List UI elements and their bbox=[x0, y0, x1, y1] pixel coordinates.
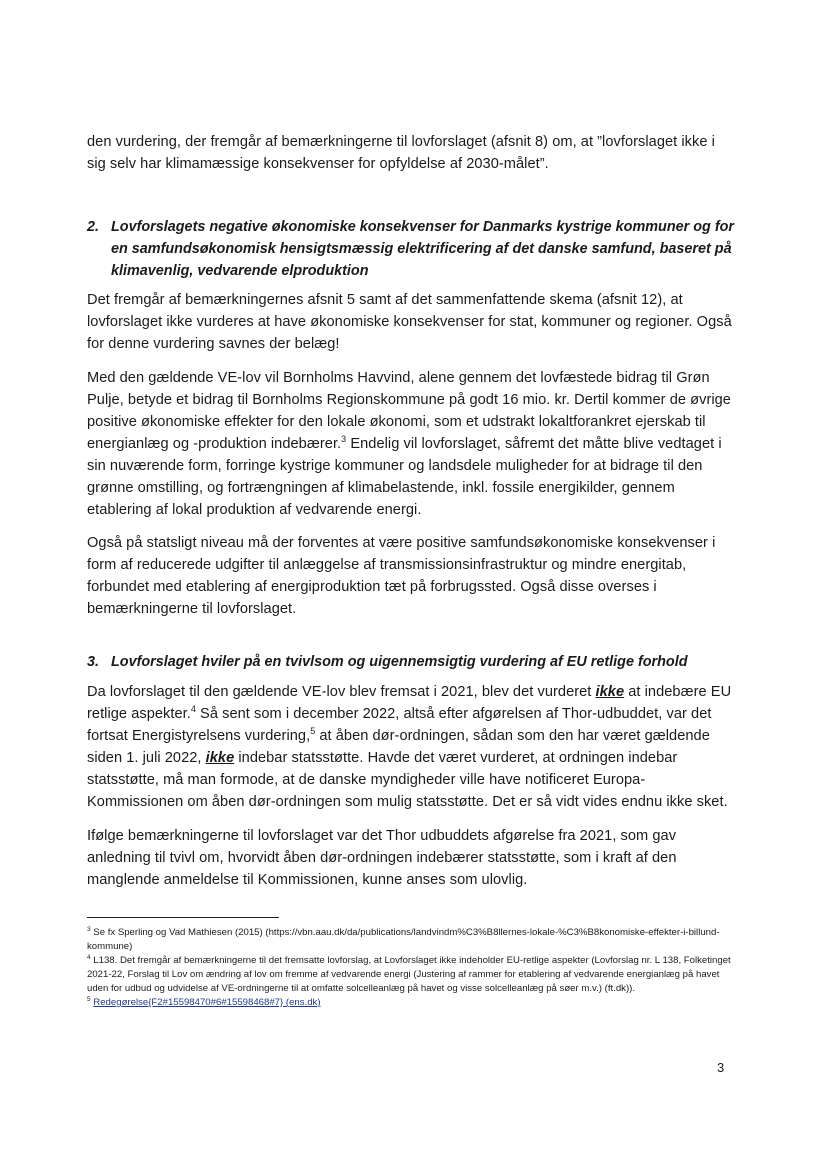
footnote-3 bbox=[87, 926, 735, 954]
section-3-p1-text-b: at indebære EU retlige aspekter. bbox=[87, 684, 732, 722]
section-2-p2-text-a: Med den gældende VE-lov vil Bornholms Havvind, alene gennem det lovfæstede bidrag til Grøn Pulje, betyde et bidrag til Bornholms Regionskommune på godt 16 mio. kr. Dertil kommer de øvrige positive økonomiske effekter for den lokale økonomi, som et udstrakt lokaltforankret ejerskab til energianlæg og -produktion indebærer. bbox=[87, 370, 731, 452]
section-2-heading bbox=[87, 216, 735, 282]
footnote-3-number: 3 bbox=[87, 925, 91, 933]
page-number: 3 bbox=[717, 1060, 725, 1075]
footnote-3-text: Se fx Sperling og Vad Mathiesen (2015) (https://vbn.aau.dk/da/publications/landvindm%C3%B8llernes-lokale-%C3%B8konomiske-effekter-i-billund-kommune) bbox=[87, 927, 720, 952]
emphasis-ikke-2: ikke bbox=[205, 750, 235, 766]
footnote-5-link[interactable]: Redegørelse{F2#15598470#6#15598468#7} (ens.dk) bbox=[93, 997, 321, 1008]
intro-text: den vurdering, der fremgår af bemærkningerne til lovforslaget (afsnit 8) om, at ”lovforslaget ikke i sig selv har klimamæssige konsekvenser for opfyldelse af 2030-målet”. bbox=[87, 134, 715, 172]
section-3-p1-text-c: Så sent som i december 2022, altså efter afgørelsen af Thor-udbuddet, var det fortsat Energistyrelsens vurdering, bbox=[87, 706, 712, 744]
section-2-paragraph-3 bbox=[87, 532, 735, 620]
footnote-4 bbox=[87, 954, 735, 996]
section-3-p2-text: Ifølge bemærkningerne til lovforslaget var det Thor udbuddets afgørelse fra 2021, som gav anledning til tvivl om, hvorvidt åben dør-ordningen indebærer statsstøtte, som i kraft af den manglende anmeldelse til Kommissionen, kunne anses som ulovlig. bbox=[87, 828, 677, 888]
footnote-5-number: 5 bbox=[87, 995, 91, 1003]
section-2-number: 2. bbox=[87, 219, 100, 235]
section-3-p1-text-d: at åben dør-ordningen, sådan som den har været gældende siden 1. juli 2022, bbox=[87, 728, 710, 766]
section-3-number: 3. bbox=[87, 654, 100, 670]
footnotes bbox=[87, 926, 735, 1010]
footnote-4-text: L138. Det fremgår af bemærkningerne til det fremsatte lovforslag, at Lovforslaget ikke indeholder EU-retlige aspekter (Lovforslag nr. L 138, Folketinget 2021-22, Forslag til Lov om ændring af lov om fremme af vedvarende energi (Justering af rammer for etablering af vedvarende energianlæg på havet uden for udbud og udvidelse af VE-ordningerne til at omfatte solcelleanlæg på havet og visse solcelleanlæg på søer m.v.) (ft.dk)). bbox=[87, 955, 731, 994]
footnote-separator bbox=[87, 917, 279, 918]
footnote-ref-3: 3 bbox=[341, 434, 347, 445]
footnote-ref-5: 5 bbox=[310, 726, 316, 737]
footnote-4-number: 4 bbox=[87, 953, 91, 961]
section-3-p1-text-e: indebar statsstøtte. Havde det været vurderet, at ordningen indebar statsstøtte, må man formode, at de danske myndigheder ville have notificeret Europa-Kommissionen om åben dør-ordningen som mulig statsstøtte. Det er så vidt vides endnu ikke sket. bbox=[87, 750, 728, 810]
intro-paragraph bbox=[87, 131, 735, 175]
footnote-ref-4: 4 bbox=[190, 704, 196, 715]
section-3-paragraph-2 bbox=[87, 825, 735, 891]
section-2-paragraph-1 bbox=[87, 289, 735, 355]
section-2-paragraph-2 bbox=[87, 367, 735, 521]
section-2-p1-text: Det fremgår af bemærkningernes afsnit 5 samt af det sammenfattende skema (afsnit 12), at lovforslaget ikke vurderes at have økonomiske konsekvenser for stat, kommuner og regioner. Også for denne vurdering savnes der belæg! bbox=[87, 292, 732, 352]
section-3-p1-text-a: Da lovforslaget til den gældende VE-lov blev fremsat i 2021, blev det vurderet bbox=[87, 684, 596, 700]
emphasis-ikke-1: ikke bbox=[595, 684, 625, 700]
section-2-p3-text: Også på statsligt niveau må der forventes at være positive samfundsøkonomiske konsekvenser i form af reducerede udgifter til anlæggelse af transmissionsinfrastruktur og mindre energitab, forbundet med etablering af energiproduktion tæt på forbrugssted. Også disse overses i bemærkningerne til lovforslaget. bbox=[87, 535, 716, 617]
section-2-title: Lovforslagets negative økonomiske konsekvenser for Danmarks kystrige kommuner og for en samfundsøkonomisk hensigtsmæssig elektrificering af det danske samfund, baseret på klimavenlig, vedvarende elproduktion bbox=[111, 219, 734, 279]
footnote-5 bbox=[87, 996, 735, 1010]
section-2-p2-text-b: Endelig vil lovforslaget, såfremt det måtte blive vedtaget i sin nuværende form, forringe kystrige kommuner og landsdele muligheder for at bidrage til den grønne omstilling, og fortrængningen af klimabelastende, inkl. fossile energikilder, gennem etablering af lokal produktion af vedvarende energi. bbox=[87, 436, 722, 518]
section-3-title: Lovforslaget hviler på en tvivlsom og uigennemsigtig vurdering af EU retlige forhold bbox=[111, 654, 688, 670]
section-3-paragraph-1 bbox=[87, 681, 735, 813]
section-3-heading bbox=[87, 651, 735, 673]
